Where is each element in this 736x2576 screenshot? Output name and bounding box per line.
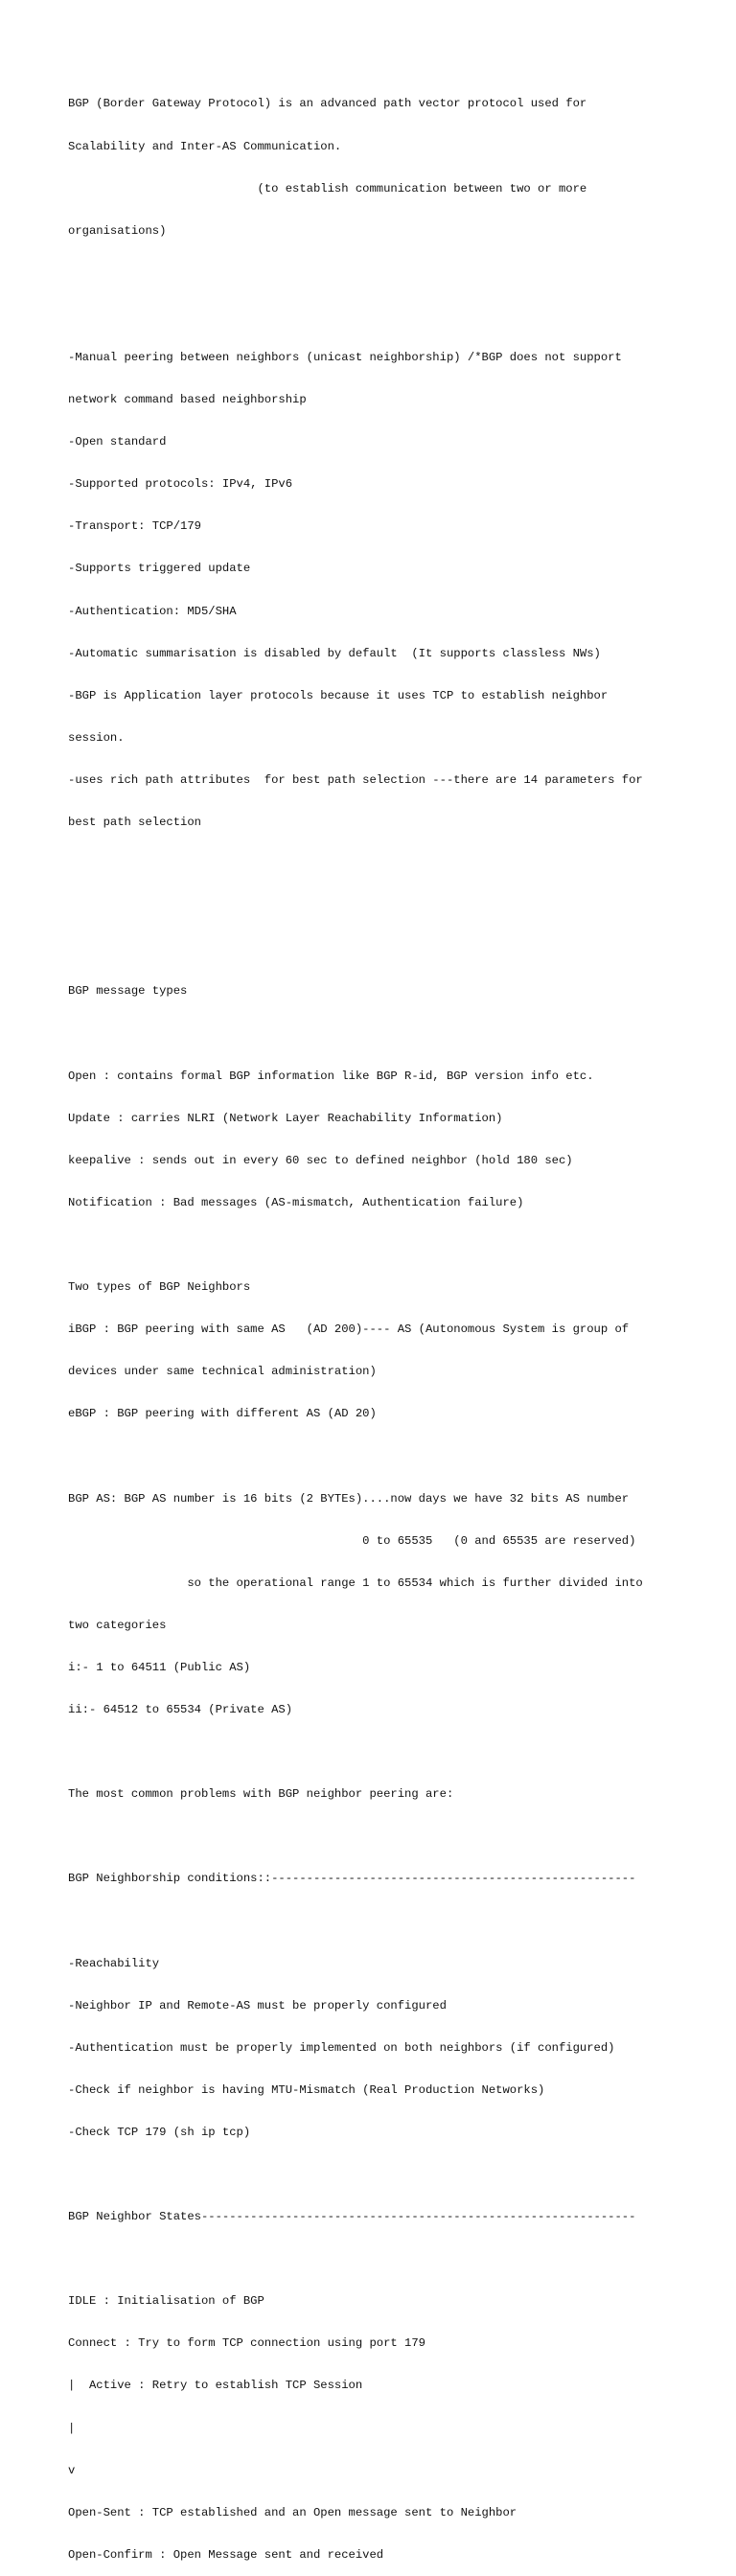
doc-line: BGP message types: [68, 984, 188, 999]
doc-line: devices under same technical administration): [68, 1365, 377, 1379]
document-body: [68, 69, 720, 2576]
doc-line: BGP AS: BGP AS number is 16 bits (2 BYTEs)....now days we have 32 bits AS number: [68, 1491, 630, 1506]
doc-line: BGP Neighborship conditions::----------------------------------------------------: [68, 1872, 636, 1886]
doc-line: v: [68, 2463, 76, 2477]
doc-line: -Authentication must be properly implemented on both neighbors (if configured): [68, 2040, 615, 2055]
doc-line: network command based neighborship: [68, 393, 307, 407]
doc-line: | Active : Retry to establish TCP Session: [68, 2379, 363, 2393]
doc-line: [68, 266, 720, 281]
doc-line: Notification : Bad messages (AS-mismatch, Authentication failure): [68, 1195, 524, 1209]
doc-line: session.: [68, 730, 125, 745]
doc-line: best path selection: [68, 816, 201, 829]
doc-line: (to establish communication between two or more: [68, 181, 587, 196]
doc-line: -Automatic summarisation is disabled by default (It supports classless NWs): [68, 646, 601, 660]
doc-line: -Neighbor IP and Remote-AS must be properly configured: [68, 1998, 447, 2012]
doc-line: two categories: [68, 1618, 167, 1632]
doc-line: Open-Confirm : Open Message sent and received: [68, 2547, 384, 2562]
doc-line: -Authentication: MD5/SHA: [68, 604, 237, 618]
doc-line: Scalability and Inter-AS Communication.: [68, 139, 342, 153]
doc-line: ii:- 64512 to 65534 (Private AS): [68, 1702, 293, 1716]
doc-line: -Check if neighbor is having MTU-Mismatch (Real Production Networks): [68, 2082, 545, 2097]
doc-line: Open-Sent : TCP established and an Open message sent to Neighbor: [68, 2505, 518, 2519]
doc-line: BGP (Border Gateway Protocol) is an advanced path vector protocol used for: [68, 97, 587, 111]
doc-line: -uses rich path attributes for best path selection ---there are 14 parameters for: [68, 772, 643, 787]
doc-line: [68, 309, 720, 323]
doc-line: 0 to 65535 (0 and 65535 are reserved): [68, 1533, 636, 1548]
doc-line: -Supports triggered update: [68, 562, 251, 576]
doc-line: [68, 2252, 720, 2266]
doc-line: -BGP is Application layer protocols because it uses TCP to establish neighbor: [68, 688, 609, 702]
doc-line: organisations): [68, 223, 167, 238]
doc-line: [68, 1829, 720, 1844]
doc-line: -Manual peering between neighbors (unicast neighborship) /*BGP does not support: [68, 350, 622, 364]
doc-line: [68, 1238, 720, 1253]
doc-line: -Supported protocols: IPv4, IPv6: [68, 477, 293, 492]
doc-line: |: [68, 2421, 76, 2435]
doc-line: [68, 2168, 720, 2182]
doc-line: [68, 942, 720, 956]
doc-line: iBGP : BGP peering with same AS (AD 200)---- AS (Autonomous System is group of: [68, 1322, 630, 1337]
doc-line: IDLE : Initialisation of BGP: [68, 2294, 264, 2309]
doc-line: [68, 1914, 720, 1928]
doc-line: [68, 1026, 720, 1041]
doc-line: Open : contains formal BGP information like BGP R-id, BGP version info etc.: [68, 1069, 594, 1083]
doc-line: -Transport: TCP/179: [68, 519, 201, 534]
doc-line: BGP Neighbor States--------------------------------------------------------------: [68, 2210, 636, 2224]
doc-line: keepalive : sends out in every 60 sec to defined neighbor (hold 180 sec): [68, 1153, 573, 1167]
doc-line: so the operational range 1 to 65534 which is further divided into: [68, 1576, 643, 1590]
doc-line: The most common problems with BGP neighbor peering are:: [68, 1787, 454, 1802]
doc-line: [68, 900, 720, 914]
doc-line: [68, 1449, 720, 1463]
doc-line: Connect : Try to form TCP connection using port 179: [68, 2336, 426, 2351]
doc-line: Two types of BGP Neighbors: [68, 1280, 251, 1295]
doc-line: [68, 1745, 720, 1760]
doc-line: Update : carries NLRI (Network Layer Reachability Information): [68, 1111, 503, 1125]
doc-line: -Open standard: [68, 435, 167, 449]
doc-line: [68, 858, 720, 872]
doc-line: -Check TCP 179 (sh ip tcp): [68, 2125, 251, 2139]
doc-line: -Reachability: [68, 1956, 160, 1970]
doc-line: i:- 1 to 64511 (Public AS): [68, 1660, 251, 1674]
doc-line: eBGP : BGP peering with different AS (AD 20): [68, 1407, 377, 1421]
